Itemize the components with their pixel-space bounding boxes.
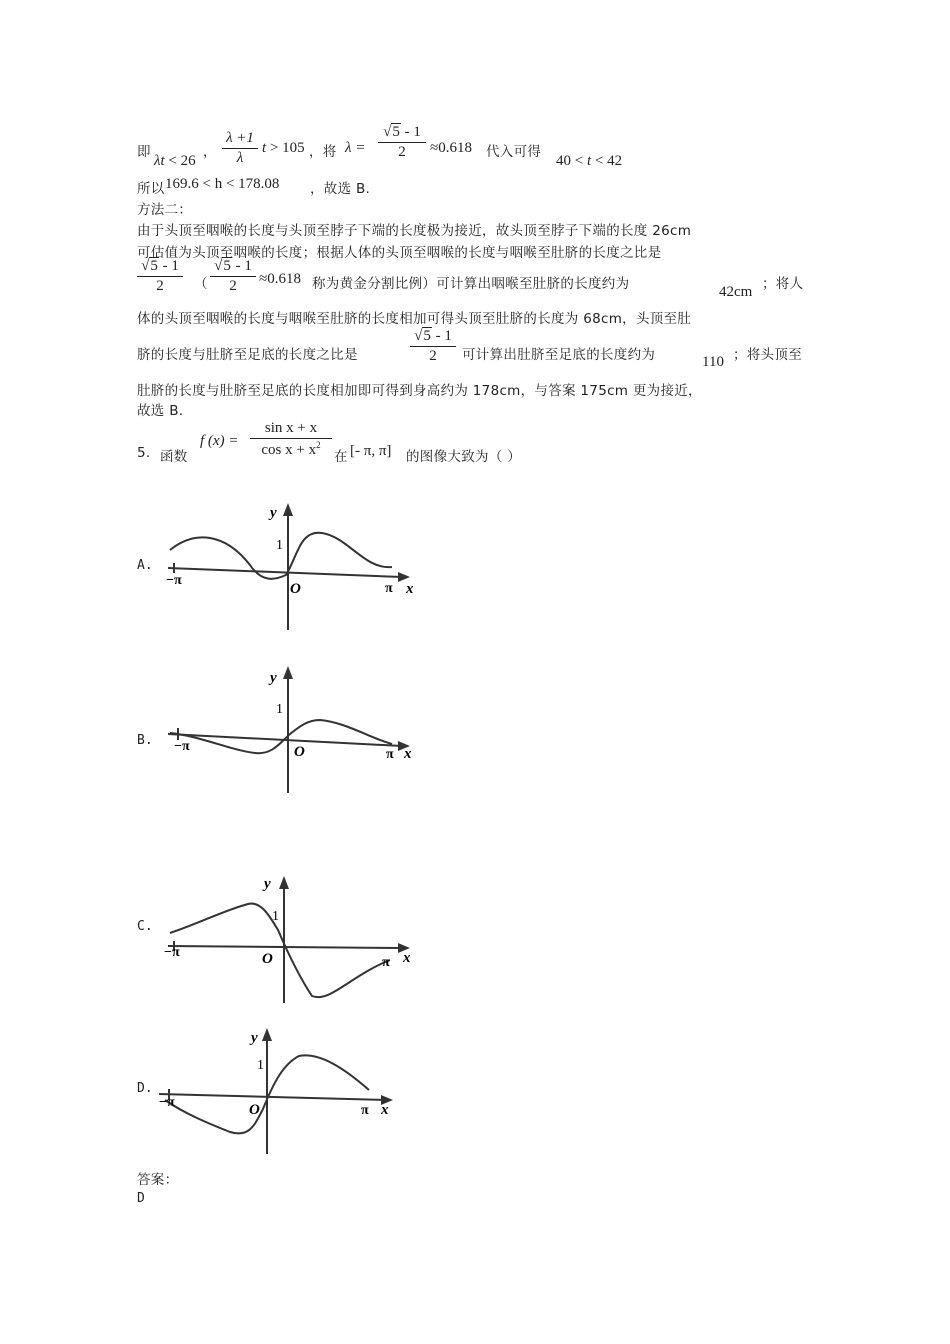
origin-label: O (294, 744, 305, 760)
pi-label: π (386, 747, 394, 762)
method2-title: 方法二： (137, 202, 193, 218)
neg-pi-label: −π (174, 739, 190, 754)
x-label: x (406, 581, 414, 597)
one-label: 1 (257, 1058, 264, 1073)
pi-label: π (382, 955, 390, 970)
graph-c (160, 868, 420, 1008)
para-line-5-end: ；将头顶至 (733, 347, 802, 363)
pi-label: π (361, 1103, 369, 1118)
golden-ratio-fraction: √5 - 1 2 (378, 124, 426, 161)
length-110: 110 (702, 354, 724, 370)
x-axis (159, 1094, 385, 1100)
one-label: 1 (272, 909, 279, 924)
para-line-1: 由于头顶至咽喉的长度与头顶至脖子下端的长度极为接近，故头顶至脖子下端的长度 26cm (137, 223, 692, 239)
origin-label: O (249, 1102, 260, 1118)
option-c-label: C. (137, 919, 153, 934)
para-line-5-text2: 可计算出肚脐至足底的长度约为 (462, 347, 656, 363)
hanshu-text: 函数 (160, 449, 188, 465)
y-label: y (264, 876, 271, 892)
height-inequality: 169.6 < h < 178.08 (165, 176, 280, 192)
fraction-lambda-plus-one: λ +1 λ (222, 130, 258, 167)
inequality-t-105: t > 105 (262, 140, 305, 156)
approx-value: ≈0.618 (430, 140, 472, 156)
x-label: x (403, 950, 411, 966)
x-label: x (404, 746, 412, 762)
y-label: y (270, 505, 277, 521)
question-number: 5. (137, 445, 151, 461)
choose-b-text: ，故选 B. (310, 181, 371, 197)
origin-label: O (290, 581, 301, 597)
lambda-equals: λ = (345, 140, 366, 156)
inequality-lambda-t: λt < 26 (154, 153, 196, 169)
option-d-label: D. (137, 1081, 153, 1096)
y-axis-arrow (279, 876, 289, 889)
paren-open: （ (194, 276, 208, 292)
option-a-label: A. (137, 558, 153, 573)
x-label: x (381, 1102, 389, 1118)
para-line-2: 可估值为头顶至咽喉的长度；根据人体的头顶至咽喉的长度与咽喉至肚脐的长度之比是 (137, 245, 662, 261)
zai-text: 在 (334, 449, 348, 465)
para-line-3-end: ；将人 (762, 276, 804, 292)
ji-text: 即 (137, 144, 151, 160)
answer-value: D (137, 1191, 145, 1206)
para-line-3-text: 称为黄金分割比例）可计算出咽喉至肚脐的长度约为 (312, 276, 630, 292)
one-label: 1 (276, 702, 283, 717)
question-tail: 的图像大致为（ ） (406, 449, 521, 465)
length-42cm: 42cm (719, 284, 753, 300)
interval: [- π, π] (350, 443, 392, 459)
graph-d (155, 1024, 405, 1159)
neg-pi-label: −π (164, 945, 180, 960)
one-label: 1 (276, 538, 283, 553)
neg-pi-label: −π (166, 573, 182, 588)
golden-fraction-2: √5 - 1 2 (137, 258, 183, 295)
para-line-4: 体的头顶至咽喉的长度与咽喉至肚脐的长度相加可得头顶至肚脐的长度为 68cm，头顶至肚 (137, 311, 692, 327)
approx-value-2: ≈0.618 (259, 271, 301, 287)
origin-label: O (262, 951, 273, 967)
suoyi-text: 所以 (137, 181, 165, 197)
para-line-7: 故选 B. (137, 403, 184, 419)
comma: ， (203, 144, 217, 160)
golden-fraction-4: √5 - 1 2 (410, 328, 456, 365)
y-label: y (270, 670, 277, 686)
result-inequality: 40 < t < 42 (556, 153, 623, 169)
y-axis-arrow (283, 666, 293, 679)
neg-pi-label: −π (159, 1095, 175, 1110)
jiang-text: ，将 (309, 144, 337, 160)
function-f: f (x) = (200, 433, 239, 449)
curve-c (170, 904, 390, 998)
dairu-text: 代入可得 (486, 144, 542, 160)
para-line-5-text: 脐的长度与肚脐至足底的长度之比是 (137, 347, 358, 363)
function-fraction: sin x + x $\cos x + x^2$ (250, 420, 332, 459)
golden-fraction-3: √5 - 1 2 (210, 258, 256, 295)
answer-label: 答案： (137, 1172, 179, 1188)
graph-a (160, 495, 420, 635)
y-axis-arrow (283, 503, 293, 516)
y-label: y (251, 1030, 258, 1046)
graph-b (160, 658, 420, 798)
y-axis-arrow (262, 1028, 272, 1041)
option-b-label: B. (137, 733, 153, 748)
para-line-6: 肚脐的长度与肚脐至足底的长度相加即可得到身高约为 178cm，与答案 175cm 更为接近， (137, 383, 702, 399)
pi-label: π (385, 581, 393, 596)
